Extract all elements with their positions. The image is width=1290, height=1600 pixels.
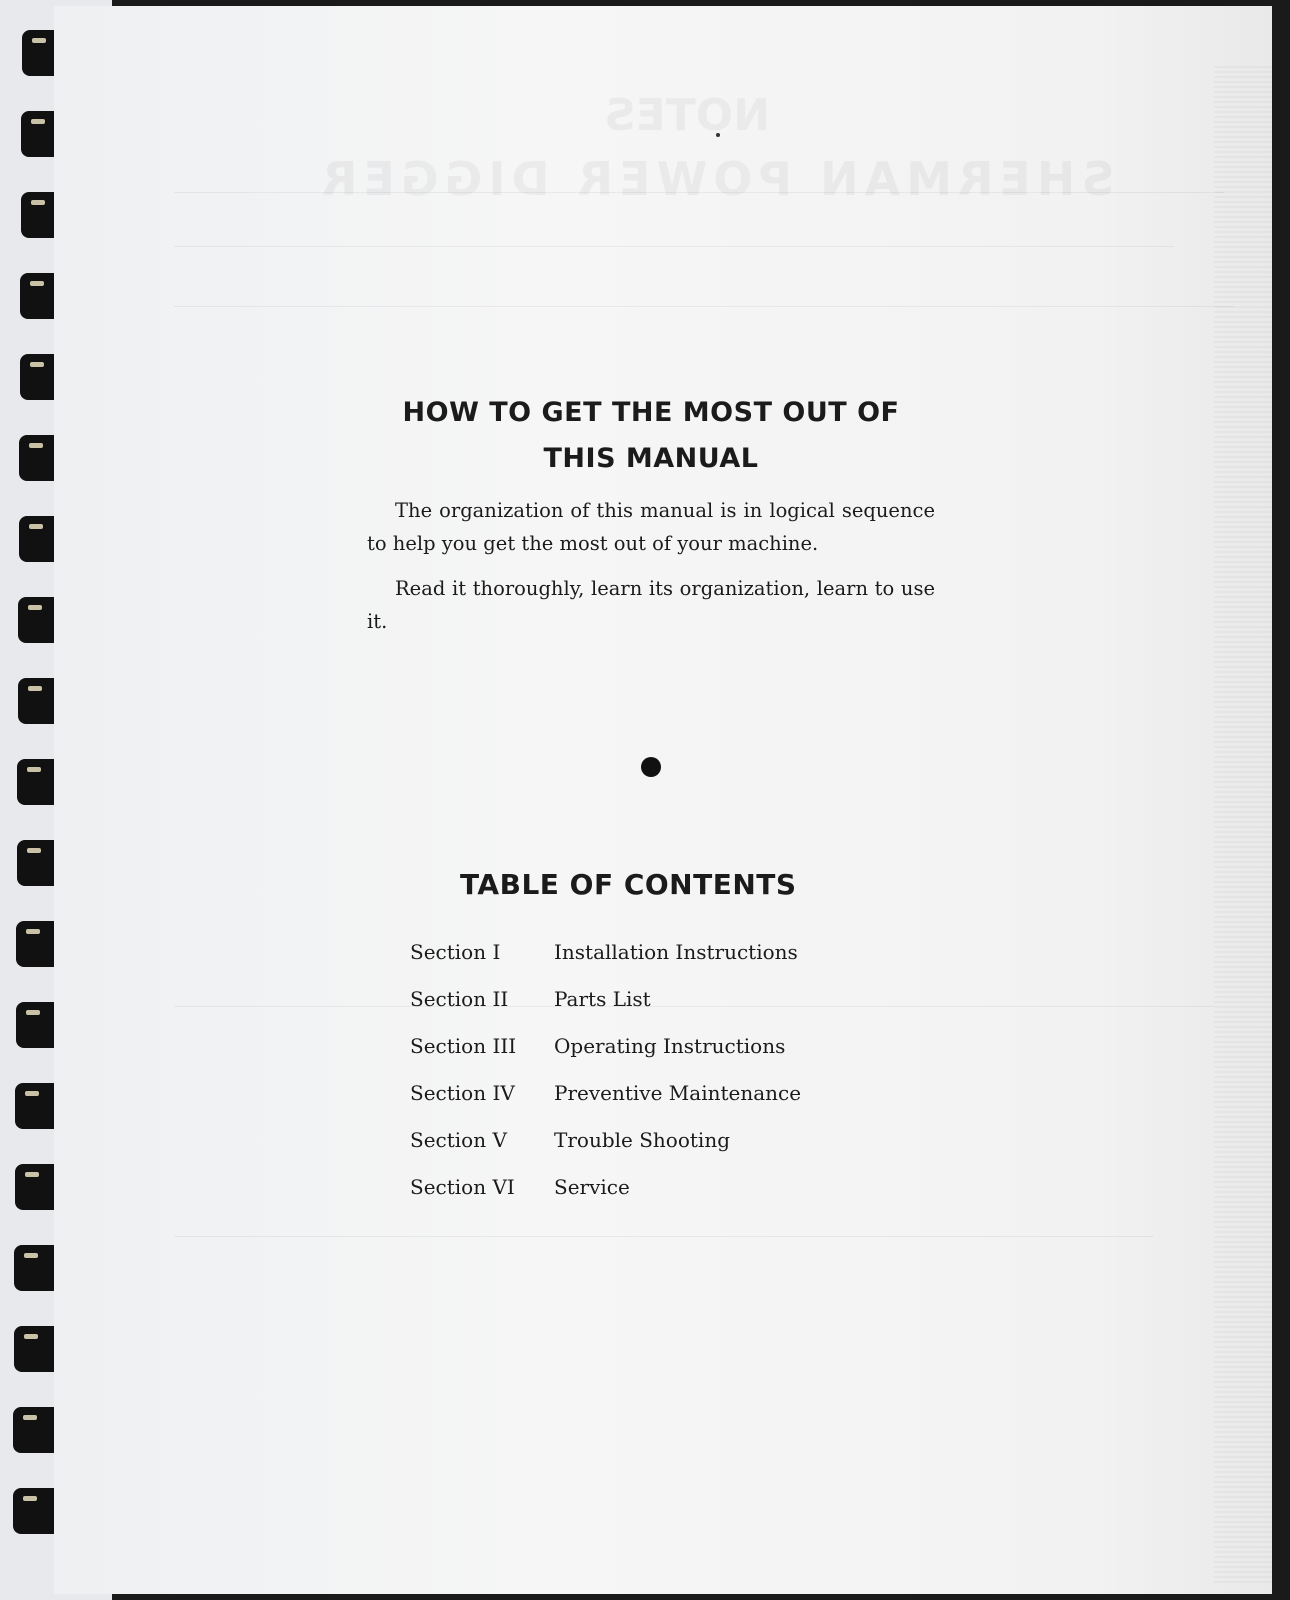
toc-entry <box>410 987 801 1034</box>
intro-paragraph-1: The organization of this manual is in logical sequence to help you get the most out of your machine. <box>367 499 935 555</box>
toc-entry <box>410 1034 801 1081</box>
show-through-rule <box>174 192 1224 193</box>
table-of-contents <box>410 940 801 1222</box>
toc-section-title: Installation Instructions <box>554 940 798 964</box>
toc-section-label: Section IV <box>410 1081 515 1105</box>
toc-section-title: Parts List <box>554 987 651 1011</box>
toc-entry <box>410 1128 801 1175</box>
show-through-rule <box>174 1236 1154 1237</box>
show-through-text <box>604 90 770 141</box>
speck <box>716 133 720 137</box>
toc-section-label: Section VI <box>410 1175 515 1199</box>
toc-section-title: Preventive Maintenance <box>554 1081 802 1105</box>
show-through-text <box>316 152 1114 206</box>
intro-heading <box>367 390 935 482</box>
show-through-rule <box>174 246 1174 247</box>
toc-entry <box>410 1081 801 1128</box>
toc-section-title: Trouble Shooting <box>554 1128 730 1152</box>
toc-section-label: Section I <box>410 940 501 964</box>
toc-section-label: Section III <box>410 1034 517 1058</box>
manual-page <box>54 6 1272 1594</box>
toc-heading: TABLE OF CONTENTS <box>460 868 797 901</box>
intro-paragraph-2: Read it thoroughly, learn its organization, learn to use it. <box>367 577 935 633</box>
intro-heading-line2: THIS MANUAL <box>543 443 759 474</box>
section-divider-dot <box>641 757 661 777</box>
toc-section-title: Operating Instructions <box>554 1034 786 1058</box>
toc-entry <box>410 940 801 987</box>
page-stack-edge <box>1214 66 1272 1586</box>
toc-entry <box>410 1175 801 1222</box>
intro-heading-line1: HOW TO GET THE MOST OUT OF <box>402 397 900 428</box>
intro-block <box>367 390 935 638</box>
toc-section-label: Section II <box>410 987 509 1011</box>
toc-section-label: Section V <box>410 1128 507 1152</box>
toc-section-title: Service <box>554 1175 630 1199</box>
show-through-rule <box>174 306 1234 307</box>
